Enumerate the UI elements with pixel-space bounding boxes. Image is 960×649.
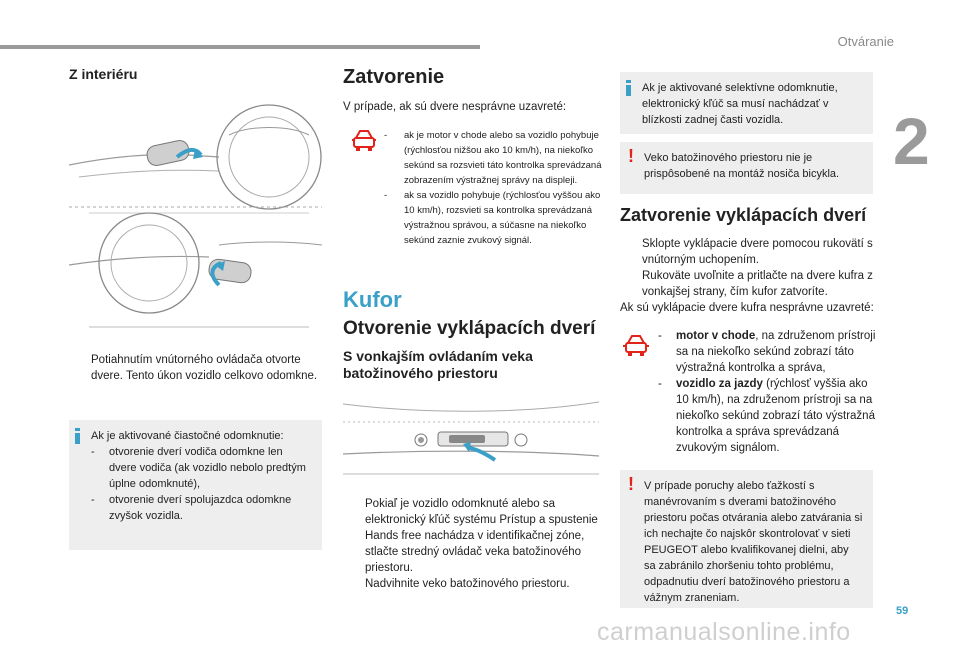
warning-icon: !	[628, 474, 634, 494]
tailgate-conditions	[658, 328, 876, 456]
tailgate-open-steps	[343, 496, 603, 592]
list-item: - ak je motor v chode alebo sa vozidlo pohybuje (rýchlosťou nižšou ako 10 km/h), na niekoľko sekúnd sa rozsvieti táto kontrolka sprevádzaná zobrazením výstražnej správy na displeji.	[384, 130, 602, 186]
list-item: Nadvihnite veko batožinového priestoru.	[365, 578, 570, 590]
open-tailgate-heading: Otvorenie vyklápacích dverí	[343, 318, 596, 339]
info-icon	[75, 428, 81, 444]
page-number: 59	[896, 605, 909, 617]
list-item: - otvorenie dverí spolujazdca odomkne zvyšok vozidla.	[91, 494, 292, 522]
tailgate-close-steps	[620, 236, 876, 316]
car-door-warning-icon	[351, 128, 377, 154]
door-handle-illustration	[69, 95, 322, 342]
list-item: Sklopte vyklápacie dvere pomocou rukovätí s vnútorným uchopením.	[642, 238, 873, 266]
tailgate-condition-intro: Ak sú vyklápacie dvere kufra nesprávne uzavreté:	[620, 302, 874, 314]
list-item: Rukoväte uvoľnite a pritlačte na dvere kufra z vonkajšej strany, čím kufor zatvoríte.	[642, 270, 873, 298]
warning-box-bike-rack: ! Veko batožinového priestoru nie je prispôsobené na montáž nosiča bicykla.	[620, 142, 873, 194]
interior-heading: Z interiéru	[69, 66, 138, 82]
car-trunk-warning-icon	[622, 332, 650, 362]
info-intro: Ak je aktivované čiastočné odomknutie:	[91, 430, 284, 442]
exterior-control-heading: S vonkajším ovládaním veka batožinového priestoru	[343, 348, 533, 381]
watermark: carmanualsonline.info	[597, 618, 851, 646]
closing-conditions	[384, 128, 602, 248]
trunk-heading: Kufor	[343, 287, 402, 312]
list-item: Pokiaľ je vozidlo odomknuté alebo sa elektronický kľúč systému Prístup a spustenie Hands free nachádza v identifikačnej zóne, stlačte stredný ovládač veka batožinového priestoru.	[365, 498, 598, 574]
list-item: - otvorenie dverí vodiča odomkne len dvere vodiča (ak vozidlo nebolo predtým úplne odomknuté),	[91, 446, 306, 490]
tailgate-button-illustration	[343, 392, 599, 492]
info-box-selective-unlock: Ak je aktivované selektívne odomknutie, elektronický kľúč sa musí nachádzať v blízkosti zadnej časti vozidla.	[620, 72, 873, 134]
info-box-partial-unlock	[69, 420, 322, 550]
header-bar	[0, 45, 480, 49]
closing-intro: V prípade, ak sú dvere nesprávne uzavreté:	[343, 101, 567, 113]
warning-box-tailgate-fault: ! V prípade poruchy alebo ťažkostí s manévrovaním s dverami batožinového priestoru počas otvárania alebo zatvárania si ich nechajte čo najskôr skontrolovať v sieti PEUGEOT alebo kvalifikovanej dielni, aby sa zabránilo zhoršeniu tohto problému, odpadnutiu dverí batožinového priestoru a vážnym zraneniam.	[620, 470, 873, 608]
closing-heading: Zatvorenie	[343, 66, 445, 88]
warning-icon: !	[628, 146, 634, 166]
list-item: - ak sa vozidlo pohybuje (rýchlosťou vyššou ako 10 km/h), rozsvieti sa kontrolka sprevádzaná výstražnou správou, a súčasne na niekoľko sekúnd zaznie zvukový signál.	[384, 190, 601, 246]
list-item: - vozidlo za jazdy (rýchlosť vyššia ako 10 km/h), na združenom prístroji sa na niekoľko sekúnd zobrazí táto výstražná kontrolka a správa sprevádzaná zvukovým signálom.	[658, 378, 875, 454]
close-tailgate-heading: Zatvorenie vyklápacích dverí	[620, 205, 867, 225]
info-icon	[626, 80, 632, 96]
section-title: Otváranie	[837, 34, 894, 49]
chapter-number: 2	[893, 104, 930, 178]
interior-instruction: Potiahnutím vnútorného ovládača otvorte dvere. Tento úkon vozidlo celkovo odomkne.	[91, 354, 318, 382]
list-item: - motor v chode, na združenom prístroji sa na niekoľko sekúnd zobrazí táto výstražná kontrolka a správa,	[658, 330, 876, 374]
